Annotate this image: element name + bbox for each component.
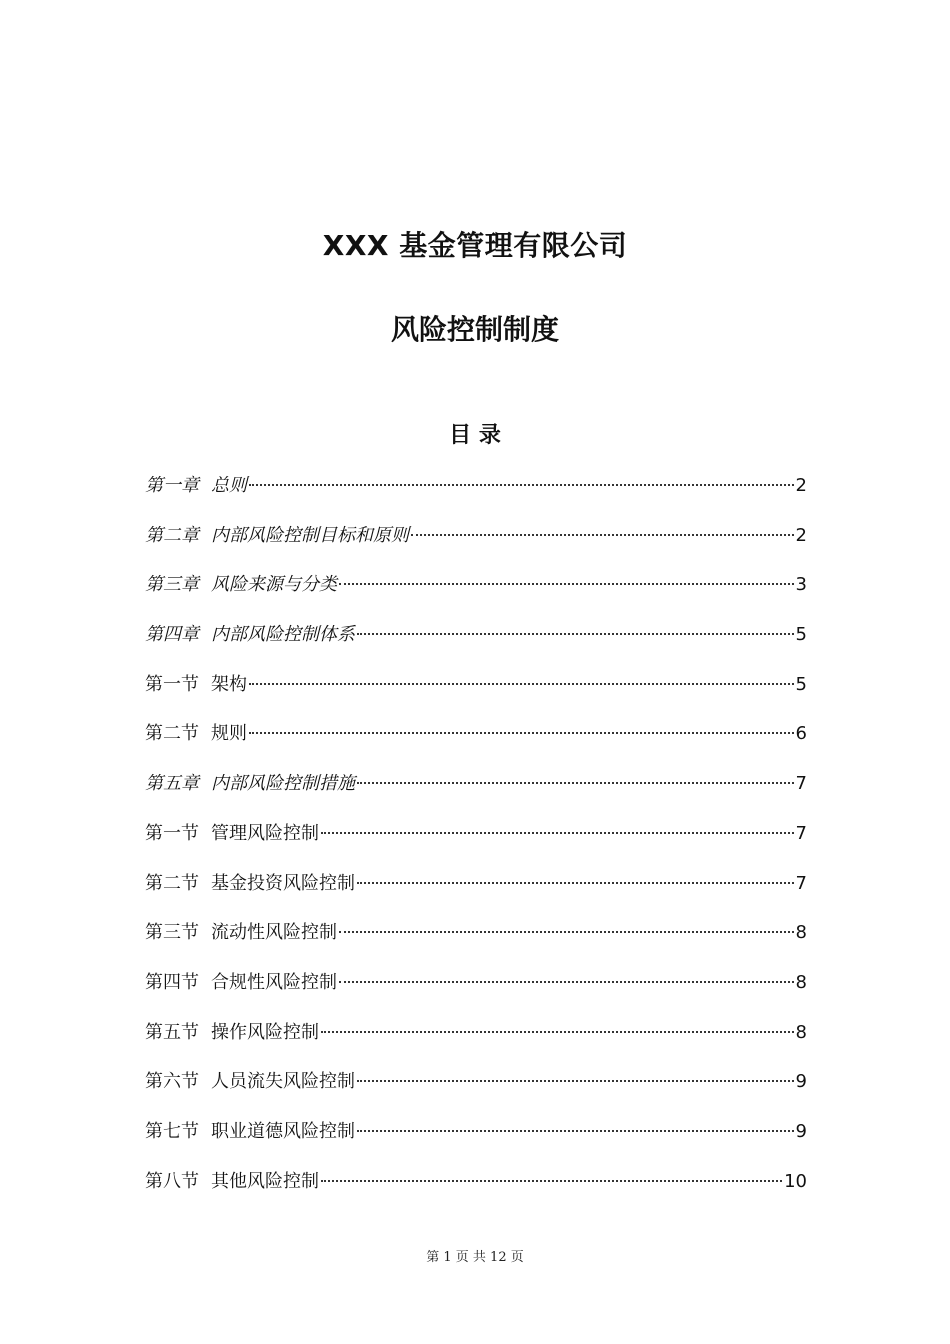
toc-entry-title: 内部风险控制体系 xyxy=(211,624,355,646)
toc-entry-title: 基金投资风险控制 xyxy=(211,872,355,894)
toc-entry-number: 第六节 xyxy=(145,1071,199,1093)
toc-entry[interactable] xyxy=(145,1017,807,1067)
toc-entry-page: 9 xyxy=(795,1071,807,1093)
toc-entry-page: 7 xyxy=(795,872,807,894)
toc-entry[interactable] xyxy=(145,868,807,918)
toc-entry-number: 第四节 xyxy=(145,971,199,993)
toc-entry[interactable] xyxy=(145,1166,807,1216)
toc-entry-page: 7 xyxy=(795,822,807,844)
toc-entry[interactable] xyxy=(145,669,807,719)
toc-entry[interactable] xyxy=(145,569,807,619)
toc-entry-page: 5 xyxy=(795,624,807,646)
toc-entry-page: 6 xyxy=(795,723,807,745)
toc-entry-page: 2 xyxy=(795,524,807,546)
toc-entry[interactable] xyxy=(145,470,807,520)
toc-entry-number: 第一节 xyxy=(145,673,199,695)
toc-dot-leader xyxy=(357,882,794,884)
toc-entry[interactable] xyxy=(145,917,807,967)
toc-entry-page: 7 xyxy=(795,773,807,795)
toc-entry-number: 第二章 xyxy=(145,524,199,546)
toc-dot-leader xyxy=(321,1180,782,1182)
toc-dot-leader xyxy=(339,931,794,933)
toc-entry-number: 第二节 xyxy=(145,723,199,745)
toc-entry-page: 8 xyxy=(795,922,807,944)
toc-entry-page: 8 xyxy=(795,971,807,993)
toc-dot-leader xyxy=(249,683,794,685)
toc-entry-number: 第二节 xyxy=(145,872,199,894)
toc-entry[interactable] xyxy=(145,619,807,669)
toc-dot-leader xyxy=(357,633,794,635)
toc-entry-page: 10 xyxy=(784,1170,807,1192)
toc-entry-number: 第五节 xyxy=(145,1021,199,1043)
toc-entry-title: 人员流失风险控制 xyxy=(211,1071,355,1093)
toc-dot-leader xyxy=(411,534,794,536)
toc-entry-number: 第七节 xyxy=(145,1120,199,1142)
toc-entry-title: 其他风险控制 xyxy=(211,1170,319,1192)
toc-entry-title: 合规性风险控制 xyxy=(211,971,337,993)
toc-entry[interactable] xyxy=(145,1066,807,1116)
toc-entry-number: 第四章 xyxy=(145,624,199,646)
toc-dot-leader xyxy=(339,981,794,983)
table-of-contents xyxy=(145,470,807,1215)
toc-entry-number: 第三章 xyxy=(145,574,199,596)
toc-entry-title: 管理风险控制 xyxy=(211,822,319,844)
toc-entry-page: 5 xyxy=(795,673,807,695)
toc-entry[interactable] xyxy=(145,818,807,868)
toc-entry-number: 第八节 xyxy=(145,1170,199,1192)
toc-entry[interactable] xyxy=(145,768,807,818)
toc-entry[interactable] xyxy=(145,1116,807,1166)
toc-entry-title: 风险来源与分类 xyxy=(211,574,337,596)
toc-entry-title: 操作风险控制 xyxy=(211,1021,319,1043)
toc-entry-number: 第一节 xyxy=(145,822,199,844)
toc-entry[interactable] xyxy=(145,718,807,768)
toc-entry[interactable] xyxy=(145,520,807,570)
toc-entry-title: 内部风险控制措施 xyxy=(211,773,355,795)
toc-dot-leader xyxy=(357,1130,794,1132)
document-title: 风险控制制度 xyxy=(390,313,559,346)
toc-entry-number: 第三节 xyxy=(145,922,199,944)
toc-dot-leader xyxy=(357,782,794,784)
toc-entry-page: 2 xyxy=(795,475,807,496)
toc-dot-leader xyxy=(249,484,794,486)
toc-entry-title: 架构 xyxy=(211,673,247,695)
toc-entry-page: 8 xyxy=(795,1021,807,1043)
toc-dot-leader xyxy=(249,732,794,734)
toc-entry[interactable] xyxy=(145,967,807,1017)
toc-entry-title: 规则 xyxy=(211,723,247,745)
page-footer: 第 1 页 共 12 页 xyxy=(426,1250,524,1265)
toc-entry-title: 职业道德风险控制 xyxy=(211,1120,355,1142)
toc-dot-leader xyxy=(321,1031,794,1033)
toc-dot-leader xyxy=(339,583,794,585)
toc-entry-page: 9 xyxy=(795,1120,807,1142)
toc-dot-leader xyxy=(321,832,794,834)
toc-entry-number: 第一章 xyxy=(145,475,199,496)
toc-entry-title: 流动性风险控制 xyxy=(211,922,337,944)
toc-dot-leader xyxy=(357,1080,794,1082)
toc-heading: 目 录 xyxy=(449,423,501,448)
toc-entry-number: 第五章 xyxy=(145,773,199,795)
company-title: XXX 基金管理有限公司 xyxy=(322,229,628,262)
toc-entry-title: 总则 xyxy=(211,475,247,496)
toc-entry-page: 3 xyxy=(795,574,807,596)
toc-entry-title: 内部风险控制目标和原则 xyxy=(211,524,409,546)
